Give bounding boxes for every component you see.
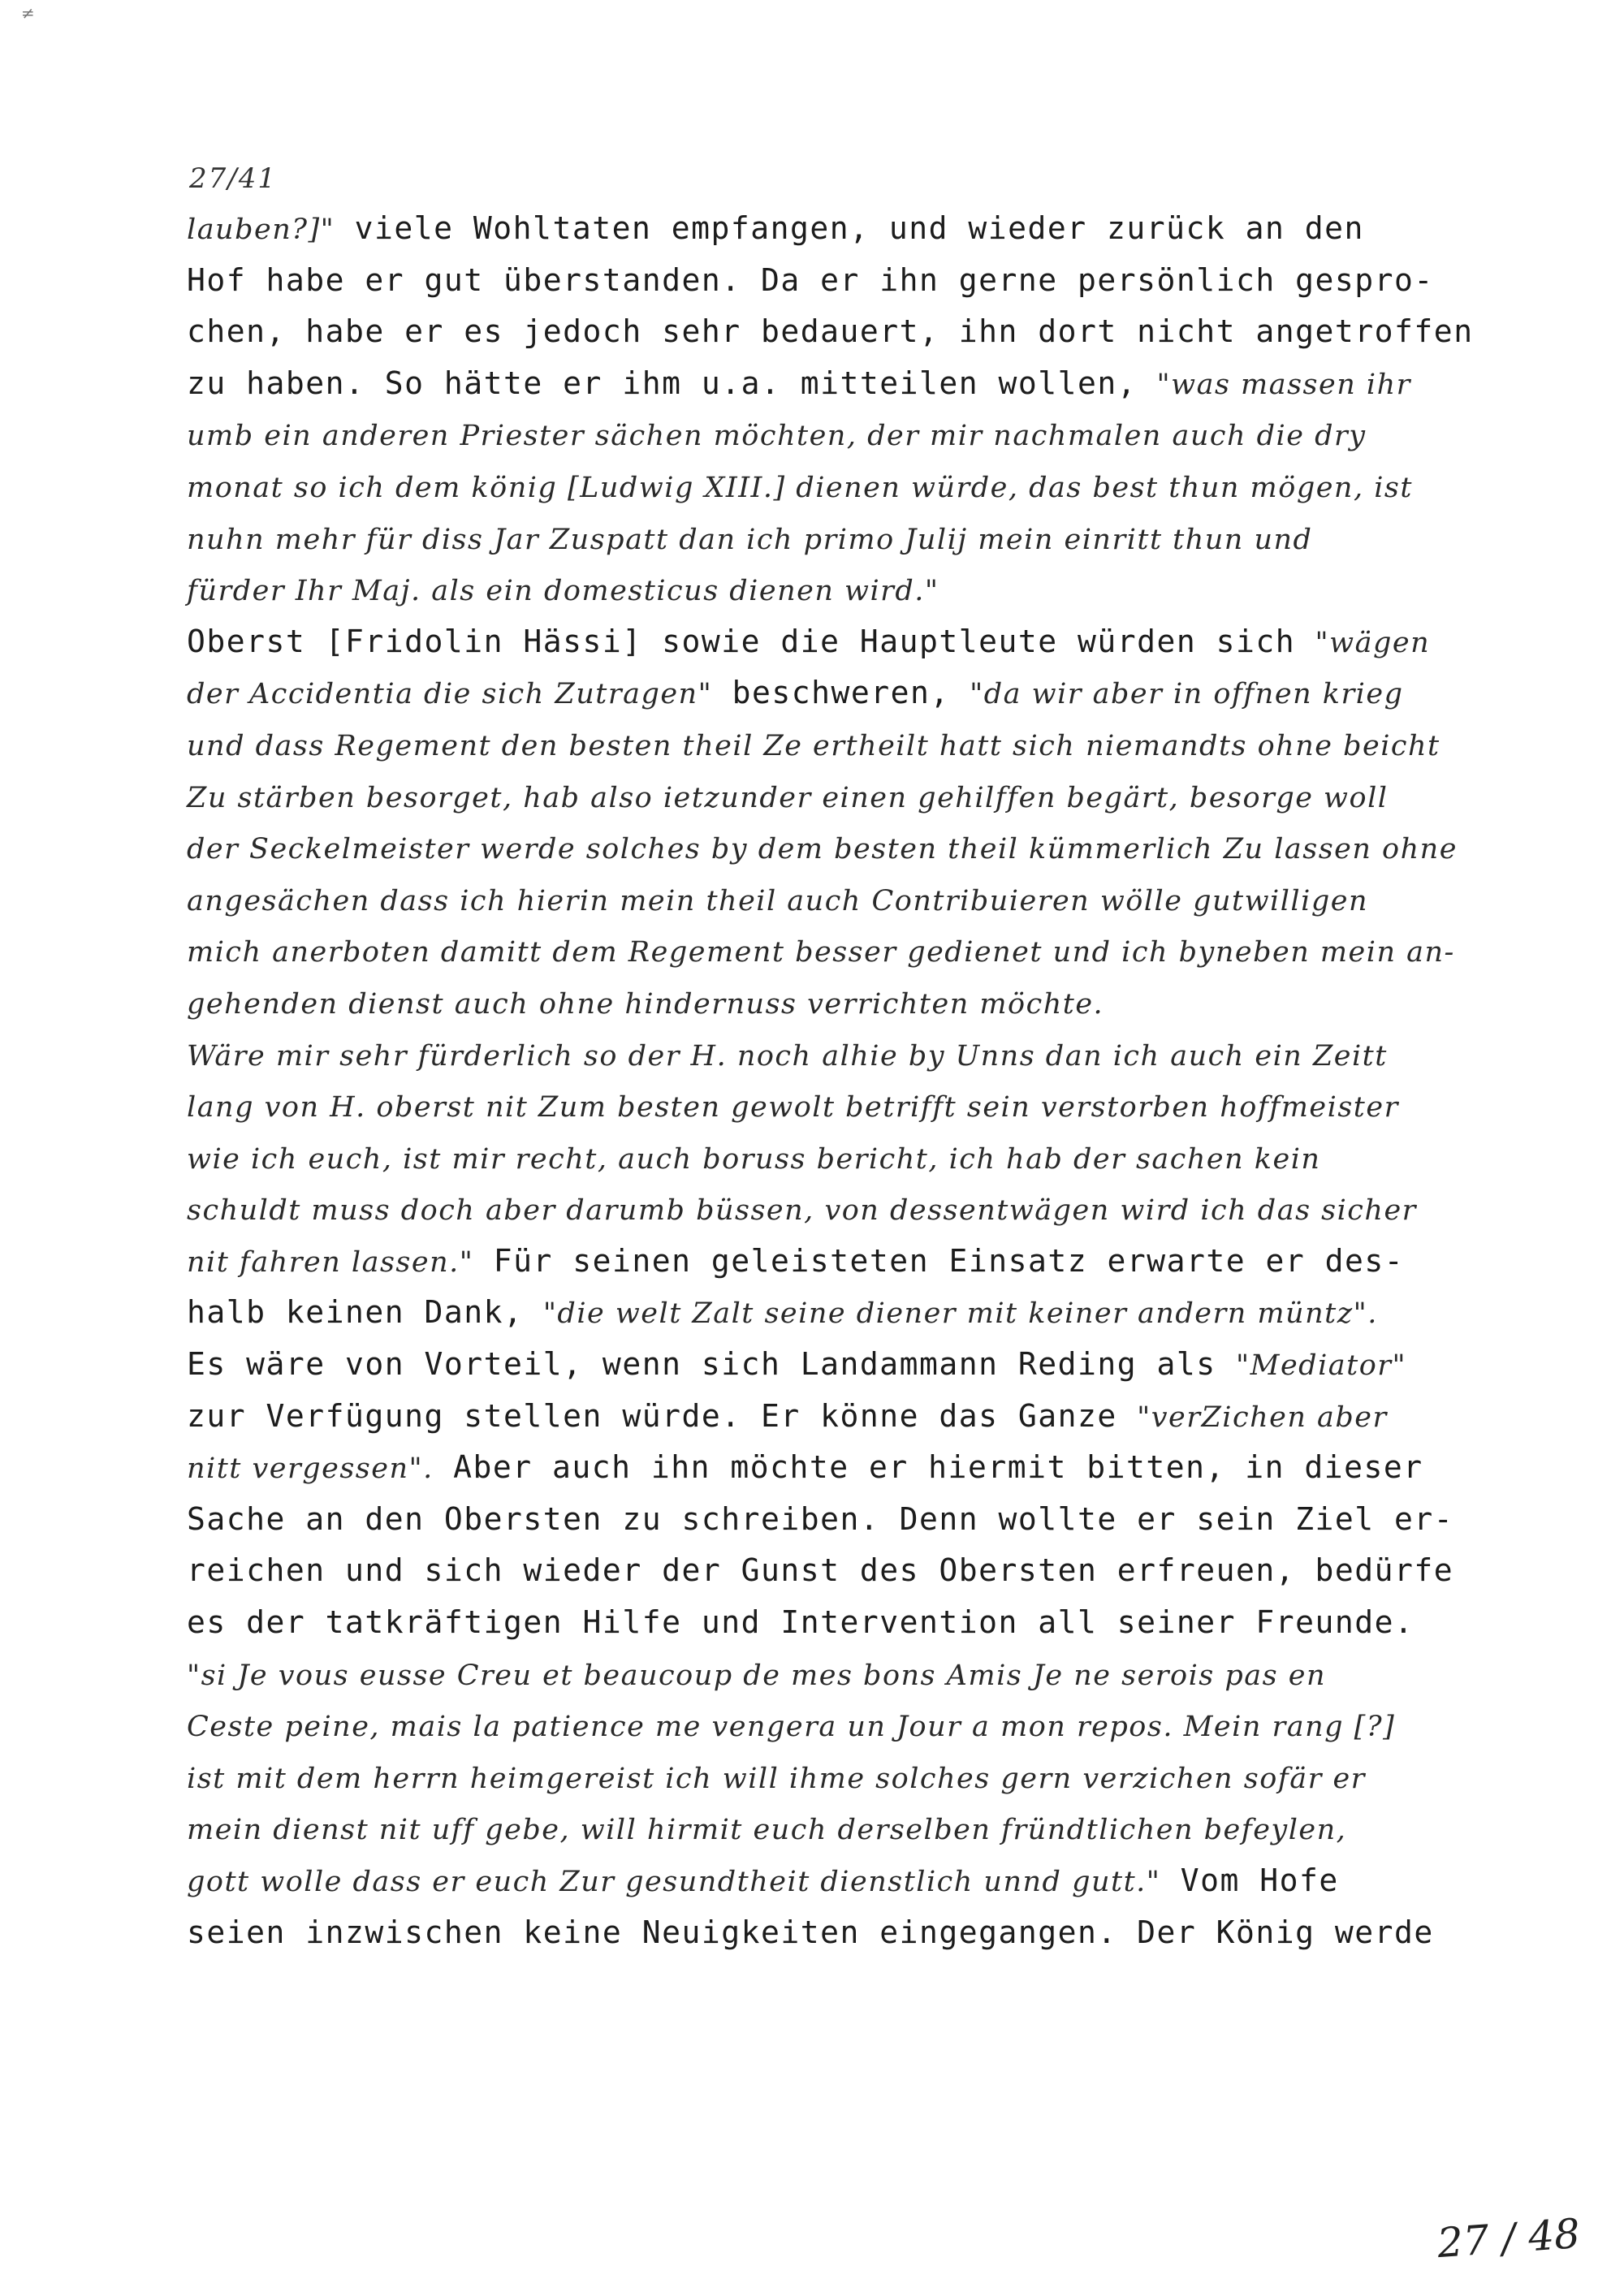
text-line bbox=[187, 1597, 1470, 1649]
body-text-segment: zur Verfügung stellen würde. Er könne das Ganze bbox=[187, 1397, 1138, 1434]
quoted-text: umb ein anderen Priester sächen möchten, der mir nachmalen auch die dry bbox=[187, 420, 1367, 453]
quoted-text: "verZichen aber bbox=[1137, 1401, 1388, 1434]
text-line bbox=[187, 1391, 1470, 1443]
quoted-text: "was massen ihr bbox=[1156, 368, 1411, 401]
quoted-text: "si Je vous eusse Creu et beaucoup de mes bons Amis Je ne serois pas en bbox=[187, 1659, 1327, 1692]
body-text-segment: chen, habe er es jedoch sehr bedauert, ihn dort nicht angetroffen bbox=[187, 313, 1474, 350]
quoted-text: der Seckelmeister werde solches by dem besten theil kümmerlich Zu lassen ohne bbox=[187, 833, 1458, 866]
quoted-text: "die welt Zalt seine diener mit keiner andern müntz". bbox=[542, 1297, 1378, 1331]
corner-mark: ≠ bbox=[21, 3, 35, 23]
text-line bbox=[187, 513, 1470, 565]
text-line bbox=[187, 1442, 1470, 1494]
quoted-text: fürder Ihr Maj. als ein domesticus dienen wird." bbox=[187, 575, 939, 608]
quoted-text: nuhn mehr für diss Jar Zuspatt dan ich primo Julij mein einritt thun und bbox=[187, 523, 1313, 556]
quoted-text: gehenden dienst auch ohne hindernuss verrichten möchte. bbox=[187, 987, 1104, 1021]
body-text-segment: Vom Hofe bbox=[1160, 1863, 1339, 1898]
handwritten-page-number: 27 / 48 bbox=[1436, 2209, 1582, 2268]
text-line bbox=[187, 1907, 1470, 1959]
quoted-text: "da wir aber in offnen krieg bbox=[970, 678, 1404, 711]
quoted-text: monat so ich dem könig [Ludwig XIII.] dienen würde, das best thun mögen, ist bbox=[187, 471, 1413, 504]
quoted-text: "wägen bbox=[1315, 626, 1431, 659]
text-line bbox=[187, 409, 1470, 461]
text-line bbox=[187, 1752, 1470, 1804]
text-line bbox=[187, 926, 1470, 978]
body-text-segment: halb keinen Dank, bbox=[187, 1294, 543, 1331]
page-reference: 27/41 bbox=[189, 162, 277, 195]
quoted-text: schuldt muss doch aber darumb büssen, von dessentwägen wird ich das sicher bbox=[187, 1194, 1417, 1228]
quoted-text: Wäre mir sehr fürderlich so der H. noch alhie by Unns dan ich auch ein Zeitt bbox=[187, 1039, 1388, 1073]
text-line bbox=[187, 306, 1474, 358]
text-line bbox=[187, 255, 1470, 307]
quoted-text: Zu stärben besorget, hab also ietzunder einen gehilffen begärt, besorge woll bbox=[187, 781, 1389, 814]
text-line bbox=[187, 564, 1470, 616]
quoted-text: "Mediator" bbox=[1236, 1349, 1407, 1383]
body-text-segment: zu haben. So hätte er ihm u.a. mitteilen wollen, bbox=[187, 365, 1157, 401]
body-text-segment: Sache an den Obersten zu schreiben. Denn wollte er sein Ziel er- bbox=[187, 1500, 1454, 1537]
text-line bbox=[187, 1184, 1470, 1236]
text-line bbox=[187, 1803, 1470, 1855]
text-line bbox=[187, 1649, 1470, 1701]
body-text-segment: seien inzwischen keine Neuigkeiten eingegangen. Der König werde bbox=[187, 1914, 1434, 1950]
quoted-text: und dass Regement den besten theil Ze ertheilt hatt sich niemandts ohne beicht bbox=[187, 729, 1440, 762]
text-line bbox=[187, 1029, 1470, 1081]
quoted-text: nit fahren lassen." bbox=[187, 1245, 474, 1279]
text-line bbox=[187, 719, 1470, 771]
quoted-text: nitt vergessen". bbox=[187, 1452, 434, 1486]
body-text-segment: beschweren, bbox=[712, 675, 970, 711]
text-line bbox=[187, 1236, 1470, 1288]
text-line bbox=[187, 1545, 1470, 1597]
text-line bbox=[187, 1287, 1470, 1339]
text-line bbox=[187, 1339, 1470, 1391]
quoted-text: mein dienst nit uff gebe, will hirmit euch derselben fründtlichen befeylen, bbox=[187, 1814, 1347, 1847]
text-line bbox=[187, 203, 1470, 255]
body-text-segment: Oberst [Fridolin Hässi] sowie die Hauptleute würden sich bbox=[187, 623, 1315, 659]
body-text-segment: Für seinen geleisteten Einsatz erwarte er des- bbox=[473, 1242, 1405, 1279]
body-text-segment: viele Wohltaten empfangen, und wieder zurück an den bbox=[335, 210, 1364, 246]
text-line bbox=[187, 616, 1470, 668]
text-line bbox=[187, 1081, 1470, 1133]
quoted-text: lang von H. oberst nit Zum besten gewolt betrifft sein verstorben hoffmeister bbox=[187, 1091, 1399, 1124]
text-line bbox=[187, 874, 1470, 926]
quoted-text: Ceste peine, mais la patience me vengera un Jour a mon repos. Mein rang [?] bbox=[187, 1711, 1396, 1744]
text-line bbox=[187, 1700, 1470, 1752]
quoted-text: mich anerboten damitt dem Regement besser gedienet und ich byneben mein an- bbox=[187, 936, 1455, 969]
text-line bbox=[187, 358, 1470, 410]
body-text-segment: Es wäre von Vorteil, wenn sich Landammann Reding als bbox=[187, 1346, 1237, 1383]
body-text-segment: es der tatkräftigen Hilfe und Intervention all seiner Freunde. bbox=[187, 1604, 1415, 1641]
body-text-segment: reichen und sich wieder der Gunst des Obersten erfreuen, bedürfe bbox=[187, 1552, 1454, 1589]
quoted-text: der Accidentia die sich Zutragen" bbox=[187, 678, 713, 711]
body-text-segment: Aber auch ihn möchte er hiermit bitten, in dieser bbox=[433, 1449, 1423, 1486]
quoted-text: ist mit dem herrn heimgereist ich will ihme solches gern verzichen sofär er bbox=[187, 1762, 1366, 1795]
body-text bbox=[187, 203, 1474, 1958]
text-line bbox=[187, 771, 1470, 823]
text-line bbox=[187, 667, 1470, 719]
text-line bbox=[187, 978, 1470, 1029]
quoted-text: gott wolle dass er euch Zur gesundtheit dienstlich unnd gutt." bbox=[187, 1866, 1161, 1898]
text-line bbox=[187, 461, 1470, 513]
text-line bbox=[187, 1133, 1470, 1185]
text-line bbox=[187, 1494, 1470, 1546]
quoted-text: angesächen dass ich hierin mein theil auch Contribuieren wölle gutwilligen bbox=[187, 884, 1368, 917]
quoted-text: wie ich euch, ist mir recht, auch boruss bericht, ich hab der sachen kein bbox=[187, 1142, 1321, 1176]
quoted-text: lauben?]" bbox=[187, 214, 335, 246]
body-text-segment: Hof habe er gut überstanden. Da er ihn gerne persönlich gespro- bbox=[187, 261, 1434, 298]
text-line bbox=[187, 822, 1470, 874]
text-line bbox=[187, 1855, 1470, 1907]
